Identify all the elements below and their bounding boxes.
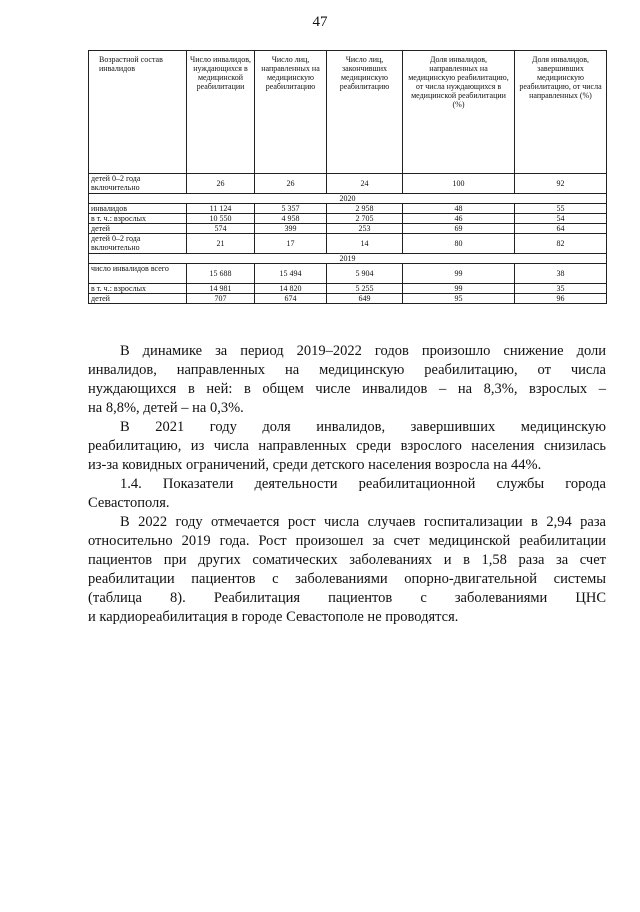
cell: 21 [187,234,255,254]
year-label: 2019 [89,254,607,264]
table-row [89,284,607,294]
paragraph-2022 [88,513,606,627]
year-row-2019 [89,254,607,264]
row-label: детей 0–2 года включительно [89,174,187,194]
year-label: 2020 [89,194,607,204]
text-line: нуждающихся в ней: в общем числе инвалидов – на 8,3%, взрослых – [88,381,606,397]
text-line: (таблица 8). Реабилитация пациентов с заболеваниями ЦНС [88,590,606,606]
cell: 26 [255,174,327,194]
text-line: реабилитацию, из числа направленных среди взрослого населения снизилась [88,438,606,454]
cell: 10 550 [187,214,255,224]
cell: 649 [327,294,403,304]
cell: 2 705 [327,214,403,224]
text-line: на 8,8%, детей – на 0,3%. [88,400,244,416]
section-heading-1-4 [88,475,606,513]
cell: 253 [327,224,403,234]
cell: 574 [187,224,255,234]
cell: 674 [255,294,327,304]
cell: 95 [403,294,515,304]
cell: 14 [327,234,403,254]
table-header-row [89,51,607,174]
header-needing: Число инвалидов, нуждающихся в медицинской реабилитации [187,51,255,174]
cell: 4 958 [255,214,327,224]
text-line: и кардиореабилитация в городе Севастополе не проводятся. [88,609,459,625]
cell: 80 [403,234,515,254]
cell: 55 [515,204,607,214]
row-label: детей [89,294,187,304]
cell: 54 [515,214,607,224]
paragraph-2021 [88,418,606,475]
paragraph-dynamics [88,342,606,418]
row-label: число инвалидов всего [89,264,187,284]
cell: 14 820 [255,284,327,294]
header-share-referred: Доля инвалидов, направленных на медицинскую реабилитацию, от числа нуждающихся в медицинской реабилитации (%) [403,51,515,174]
cell: 17 [255,234,327,254]
cell: 96 [515,294,607,304]
cell: 24 [327,174,403,194]
text-line: В динамике за период 2019–2022 годов произошло снижение доли [120,343,606,359]
cell: 48 [403,204,515,214]
row-label: детей 0–2 года включительно [89,234,187,254]
row-label: в т. ч.: взрослых [89,284,187,294]
header-completed: Число лиц, закончивших медицинскую реабилитацию [327,51,403,174]
cell: 399 [255,224,327,234]
body-text [88,342,606,627]
table-row [89,214,607,224]
cell: 82 [515,234,607,254]
text-line: относительно 2019 года. Рост произошел за счет медицинской реабилитации [88,533,606,549]
cell: 64 [515,224,607,234]
text-line: В 2022 году отмечается рост числа случаев госпитализации в 2,94 раза [120,514,606,530]
cell: 5 357 [255,204,327,214]
table-row [89,264,607,284]
table-row [89,204,607,214]
table-row [89,234,607,254]
text-line: инвалидов, направленных на медицинскую реабилитацию, от числа [88,362,606,378]
cell: 15 494 [255,264,327,284]
cell: 38 [515,264,607,284]
table-row [89,174,607,194]
cell: 707 [187,294,255,304]
text-line: пациентов при других соматических заболеваниях и в 1,58 раза за счет [88,552,606,568]
text-line: 1.4. Показатели деятельности реабилитационной службы города [120,476,606,492]
cell: 92 [515,174,607,194]
cell: 5 255 [327,284,403,294]
cell: 26 [187,174,255,194]
cell: 100 [403,174,515,194]
cell: 99 [403,264,515,284]
cell: 35 [515,284,607,294]
header-age-group: Возрастной состав инвалидов [89,51,187,174]
cell: 99 [403,284,515,294]
cell: 46 [403,214,515,224]
table-row [89,294,607,304]
row-label: детей [89,224,187,234]
text-line: Севастополя. [88,495,170,511]
cell: 11 124 [187,204,255,214]
cell: 69 [403,224,515,234]
cell: 5 904 [327,264,403,284]
year-row-2020 [89,194,607,204]
cell: 14 981 [187,284,255,294]
disability-rehab-table [88,50,607,304]
table-row [89,224,607,234]
cell: 15 688 [187,264,255,284]
text-line: реабилитации пациентов с заболеваниями опорно-двигательной системы [88,571,606,587]
header-share-completed: Доля инвалидов, завершивших медицинскую реабилитацию, от числа направленных (%) [515,51,607,174]
cell: 2 958 [327,204,403,214]
text-line: В 2021 году доля инвалидов, завершивших медицинскую [120,419,606,435]
row-label: в т. ч.: взрослых [89,214,187,224]
page-number: 47 [312,14,328,30]
row-label: инвалидов [89,204,187,214]
header-referred: Число лиц, направленных на медицинскую реабилитацию [255,51,327,174]
text-line: из-за ковидных ограничений, среди детского населения возросла на 44%. [88,457,542,473]
